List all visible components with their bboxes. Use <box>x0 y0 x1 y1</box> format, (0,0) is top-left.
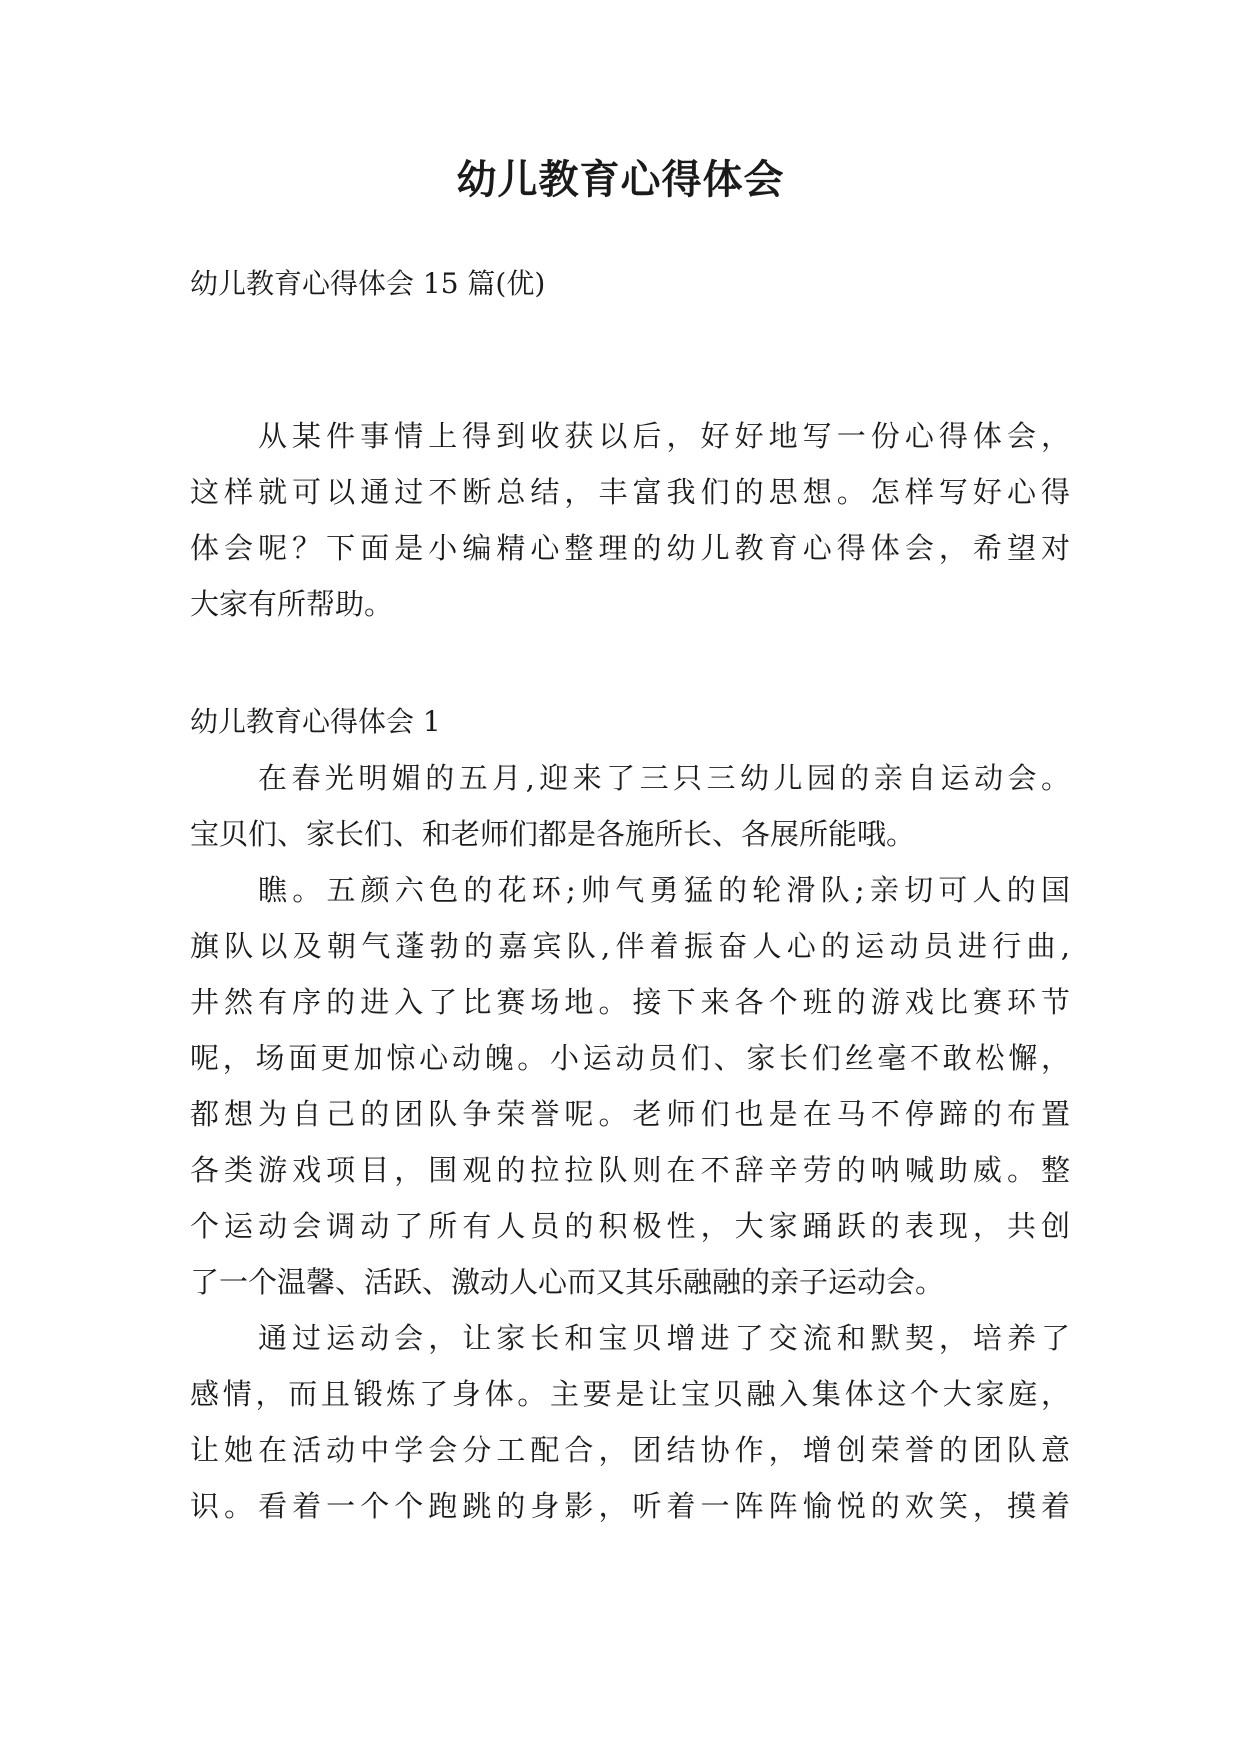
intro-paragraph <box>190 408 1070 632</box>
section1-paragraph-1 <box>190 750 1070 862</box>
section-heading: 幼儿教育心得体会 1 <box>190 705 441 738</box>
paragraph-line: 感情，而且锻炼了身体。主要是让宝贝融入集体这个大家庭， <box>190 1377 1070 1411</box>
intro-line: 大家有所帮助。 <box>190 587 394 621</box>
intro-line: 体会呢？下面是小编精心整理的幼儿教育心得体会，希望对 <box>190 531 1070 565</box>
section1-paragraph-3 <box>190 1310 1070 1534</box>
paragraph-line: 都想为自己的团队争荣誉呢。老师们也是在马不停蹄的布置 <box>190 1097 1070 1131</box>
intro-line: 从某件事情上得到收获以后，好好地写一份心得体会， <box>258 419 1070 453</box>
paragraph-line: 瞧。五颜六色的花环;帅气勇猛的轮滑队;亲切可人的国 <box>258 873 1070 907</box>
paragraph-line: 井然有序的进入了比赛场地。接下来各个班的游戏比赛环节 <box>190 985 1070 1019</box>
paragraph-line: 呢，场面更加惊心动魄。小运动员们、家长们丝毫不敢松懈， <box>190 1041 1070 1075</box>
paragraph-line: 各类游戏项目，围观的拉拉队则在不辞辛劳的呐喊助威。整 <box>190 1153 1070 1187</box>
paragraph-line: 识。看着一个个跑跳的身影，听着一阵阵愉悦的欢笑，摸着 <box>190 1489 1070 1523</box>
paragraph-line: 通过运动会，让家长和宝贝增进了交流和默契，培养了 <box>258 1321 1070 1355</box>
document-subtitle: 幼儿教育心得体会 15 篇(优) <box>190 267 546 300</box>
paragraph-line: 个运动会调动了所有人员的积极性，大家踊跃的表现，共创 <box>190 1209 1070 1243</box>
paragraph-line: 宝贝们、家长们、和老师们都是各施所长、各展所能哦。 <box>190 817 916 851</box>
paragraph-line: 让她在活动中学会分工配合，团结协作，增创荣誉的团队意 <box>190 1433 1070 1467</box>
paragraph-line: 了一个温馨、活跃、激动人心而又其乐融融的亲子运动会。 <box>190 1265 945 1299</box>
intro-line: 这样就可以通过不断总结，丰富我们的思想。怎样写好心得 <box>190 475 1070 509</box>
section1-paragraph-2 <box>190 862 1070 1310</box>
document-title: 幼儿教育心得体会 <box>456 156 785 203</box>
paragraph-line: 旗队以及朝气蓬勃的嘉宾队,伴着振奋人心的运动员进行曲, <box>190 929 1070 963</box>
paragraph-line: 在春光明媚的五月,迎来了三只三幼儿园的亲自运动会。 <box>258 761 1070 795</box>
